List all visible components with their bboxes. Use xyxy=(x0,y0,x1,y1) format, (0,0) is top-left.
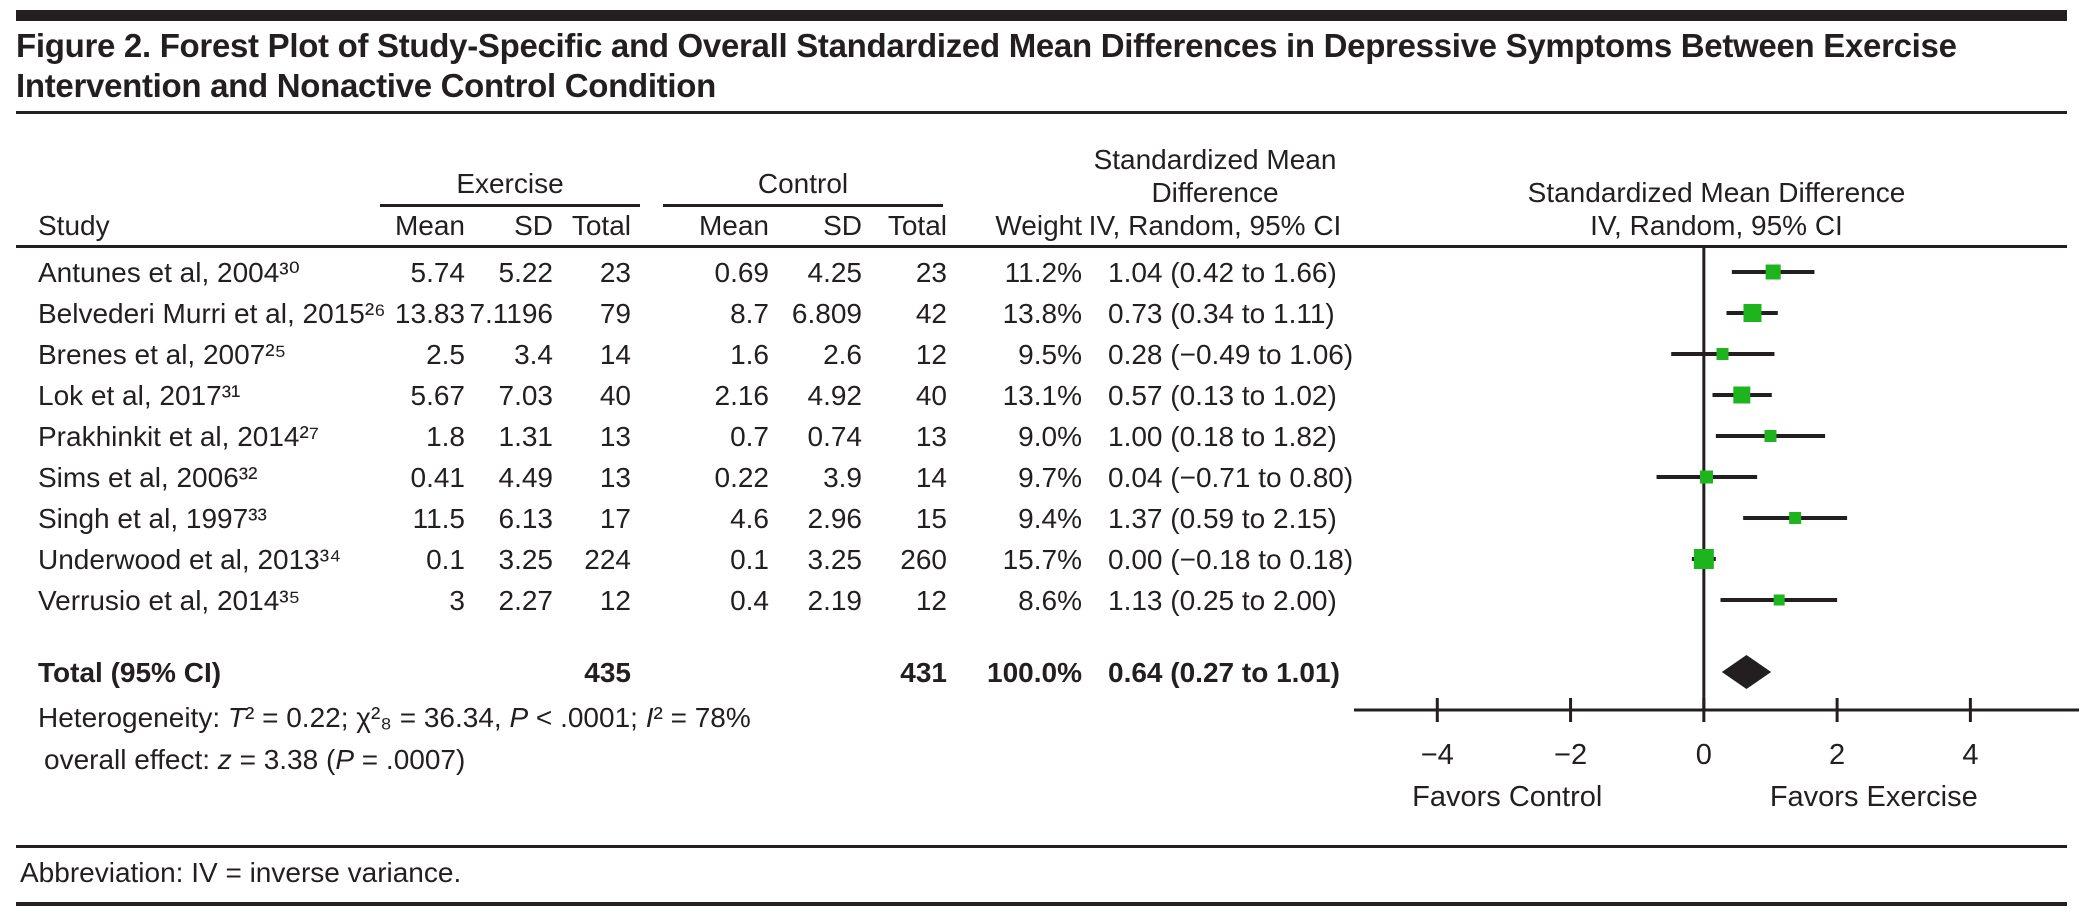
exercise-sd: 7.1196 xyxy=(469,297,553,329)
row-weight: 13.8% xyxy=(1002,297,1082,329)
exercise-total: 14 xyxy=(599,338,631,370)
study-column-header: Study xyxy=(38,210,110,241)
control-sd: 2.6 xyxy=(823,338,862,370)
favors-control-label: Favors Control xyxy=(1412,781,1603,813)
row-smd-ci: 0.57 (0.13 to 1.02) xyxy=(1108,379,1337,411)
table-row xyxy=(38,375,1408,416)
plot-column-header xyxy=(1360,176,2073,242)
exercise-mean: 3 xyxy=(449,584,465,616)
total-exercise-total: 435 xyxy=(584,656,631,688)
axis-tick-label: 4 xyxy=(1962,739,1979,771)
plot-column-header-line1: Standardized Mean Difference xyxy=(1527,177,1906,208)
control-sd: 3.25 xyxy=(807,543,862,575)
control-mean-header: Mean xyxy=(698,210,769,241)
control-mean: 1.6 xyxy=(730,338,769,370)
table-row xyxy=(38,498,1408,539)
exercise-sd: 1.31 xyxy=(498,420,553,452)
study-name: Singh et al, 1997³³ xyxy=(38,502,267,534)
control-mean: 0.69 xyxy=(714,256,769,288)
row-weight: 9.4% xyxy=(1018,502,1082,534)
row-weight: 9.5% xyxy=(1018,338,1082,370)
control-group-header: Control xyxy=(663,168,943,207)
control-sd: 4.92 xyxy=(807,379,862,411)
control-sd: 2.96 xyxy=(807,502,862,534)
weight-column-header: Weight xyxy=(995,210,1082,241)
exercise-total: 224 xyxy=(584,543,631,575)
plot-column-header-line2: IV, Random, 95% CI xyxy=(1590,210,1843,241)
table-row xyxy=(38,416,1408,457)
column-headers xyxy=(38,205,1408,242)
exercise-mean-header: Mean xyxy=(394,210,465,241)
study-marker xyxy=(1766,265,1781,280)
row-smd-ci: 1.04 (0.42 to 1.66) xyxy=(1108,256,1337,288)
exercise-sd: 3.4 xyxy=(514,338,553,370)
control-total-header: Total xyxy=(887,210,947,241)
control-total: 42 xyxy=(915,297,947,329)
axis-tick-label: 2 xyxy=(1829,739,1846,771)
row-weight: 9.0% xyxy=(1018,420,1082,452)
table-row xyxy=(38,457,1408,498)
row-weight: 13.1% xyxy=(1002,379,1082,411)
study-marker xyxy=(1764,430,1776,442)
axis-tick-label: 0 xyxy=(1695,739,1712,771)
study-marker xyxy=(1743,304,1761,322)
exercise-mean: 5.67 xyxy=(410,379,465,411)
exercise-mean: 0.41 xyxy=(410,461,465,493)
abbreviation-note: Abbreviation: IV = inverse variance. xyxy=(20,857,462,888)
heterogeneity-stats: Heterogeneity: T² = 0.22; χ²₈ = 36.34, P < .0001; I² = 78% xyxy=(38,702,751,733)
table-row xyxy=(38,252,1408,293)
control-total: 12 xyxy=(915,338,947,370)
exercise-sd: 4.49 xyxy=(498,461,553,493)
control-sd: 6.809 xyxy=(791,297,862,329)
row-weight: 9.7% xyxy=(1018,461,1082,493)
study-name: Verrusio et al, 2014³⁵ xyxy=(38,584,301,616)
exercise-mean: 13.83 xyxy=(394,297,465,329)
exercise-mean: 11.5 xyxy=(412,502,465,534)
axis-tick-label: −4 xyxy=(1420,739,1454,771)
overall-effect-stats: overall effect: z = 3.38 (P = .0007) xyxy=(44,744,466,775)
row-weight: 15.7% xyxy=(1002,543,1082,575)
study-marker xyxy=(1789,512,1801,524)
footer-top-divider xyxy=(16,845,2067,848)
exercise-total: 13 xyxy=(599,461,631,493)
control-total: 14 xyxy=(915,461,947,493)
exercise-total: 23 xyxy=(599,256,631,288)
title-divider xyxy=(16,111,2067,114)
total-weight: 100.0% xyxy=(987,656,1082,688)
smd-column-header-line1: Standardized Mean xyxy=(1093,144,1337,175)
control-mean: 8.7 xyxy=(730,297,769,329)
exercise-sd: 6.13 xyxy=(498,502,553,534)
footer-bottom-divider xyxy=(16,902,2067,906)
exercise-group-header: Exercise xyxy=(380,168,640,207)
table-row xyxy=(38,334,1408,375)
exercise-mean: 1.8 xyxy=(426,420,465,452)
exercise-mean: 5.74 xyxy=(410,256,465,288)
table-row xyxy=(38,539,1408,580)
control-sd: 4.25 xyxy=(807,256,862,288)
exercise-mean: 0.1 xyxy=(426,543,465,575)
row-weight: 11.2% xyxy=(1004,256,1082,288)
study-marker xyxy=(1733,387,1750,404)
row-smd-ci: 1.37 (0.59 to 2.15) xyxy=(1108,502,1337,534)
control-sd-header: SD xyxy=(823,210,862,241)
study-name: Lok et al, 2017³¹ xyxy=(38,379,241,411)
study-marker xyxy=(1700,471,1713,484)
total-control-total: 431 xyxy=(900,656,947,688)
row-smd-ci: 1.13 (0.25 to 2.00) xyxy=(1108,584,1337,616)
control-mean: 0.4 xyxy=(730,584,769,616)
study-name: Antunes et al, 2004³⁰ xyxy=(38,257,300,288)
exercise-total: 12 xyxy=(599,584,631,616)
exercise-sd-header: SD xyxy=(514,210,553,241)
row-smd-ci: 0.00 (−0.18 to 0.18) xyxy=(1108,543,1354,575)
exercise-total: 17 xyxy=(599,502,631,534)
control-mean: 0.1 xyxy=(730,543,769,575)
control-mean: 2.16 xyxy=(714,379,769,411)
study-name: Sims et al, 2006³² xyxy=(38,461,258,493)
control-mean: 4.6 xyxy=(730,502,769,534)
forest-plot xyxy=(1350,240,2083,840)
study-rows xyxy=(38,252,1408,621)
study-name: Underwood et al, 2013³⁴ xyxy=(38,543,342,575)
control-total: 12 xyxy=(915,584,947,616)
control-total: 40 xyxy=(915,379,947,411)
exercise-sd: 5.22 xyxy=(498,256,553,288)
figure-title-line1: Figure 2. Forest Plot of Study-Specific and Overall Standardized Mean Differences in Depressive Symptoms Between Exercise xyxy=(16,27,1957,64)
overall-diamond xyxy=(1722,655,1771,689)
total-row xyxy=(38,652,1408,693)
control-total: 13 xyxy=(915,420,947,452)
table-row xyxy=(38,580,1408,621)
smd-column-header-line2: Difference xyxy=(1151,177,1279,208)
smd-column-header-line3: IV, Random, 95% CI xyxy=(1088,210,1342,241)
exercise-sd: 2.27 xyxy=(498,584,553,616)
exercise-total: 13 xyxy=(599,420,631,452)
study-marker xyxy=(1774,595,1785,606)
table-row xyxy=(38,293,1408,334)
control-mean: 0.7 xyxy=(730,420,769,452)
control-sd: 3.9 xyxy=(823,461,862,493)
exercise-sd: 7.03 xyxy=(498,379,553,411)
study-name: Brenes et al, 2007²⁵ xyxy=(38,338,287,370)
exercise-mean: 2.5 xyxy=(426,338,465,370)
study-marker xyxy=(1716,348,1728,360)
study-name: Belvederi Murri et al, 2015²⁶ xyxy=(38,297,386,329)
figure-title xyxy=(16,26,2071,106)
total-smd-ci: 0.64 (0.27 to 1.01) xyxy=(1108,656,1340,688)
row-weight: 8.6% xyxy=(1018,584,1082,616)
study-name: Prakhinkit et al, 2014²⁷ xyxy=(38,420,319,452)
axis-tick-label: −2 xyxy=(1554,739,1588,771)
control-sd: 2.19 xyxy=(807,584,862,616)
row-smd-ci: 1.00 (0.18 to 1.82) xyxy=(1108,420,1337,452)
exercise-total: 79 xyxy=(599,297,631,329)
control-total: 260 xyxy=(900,543,947,575)
control-total: 15 xyxy=(915,502,947,534)
control-total: 23 xyxy=(915,256,947,288)
study-marker xyxy=(1694,549,1714,569)
exercise-sd: 3.25 xyxy=(498,543,553,575)
exercise-total: 40 xyxy=(599,379,631,411)
control-mean: 0.22 xyxy=(714,461,769,493)
figure-title-line2: Intervention and Nonactive Control Condition xyxy=(16,67,716,104)
row-smd-ci: 0.28 (−0.49 to 1.06) xyxy=(1108,338,1354,370)
row-smd-ci: 0.73 (0.34 to 1.11) xyxy=(1108,297,1335,329)
row-smd-ci: 0.04 (−0.71 to 0.80) xyxy=(1108,461,1354,493)
exercise-total-header: Total xyxy=(571,210,631,241)
favors-exercise-label: Favors Exercise xyxy=(1769,781,1978,813)
total-label: Total (95% CI) xyxy=(38,656,222,688)
control-sd: 0.74 xyxy=(807,420,862,452)
top-divider xyxy=(16,10,2067,21)
